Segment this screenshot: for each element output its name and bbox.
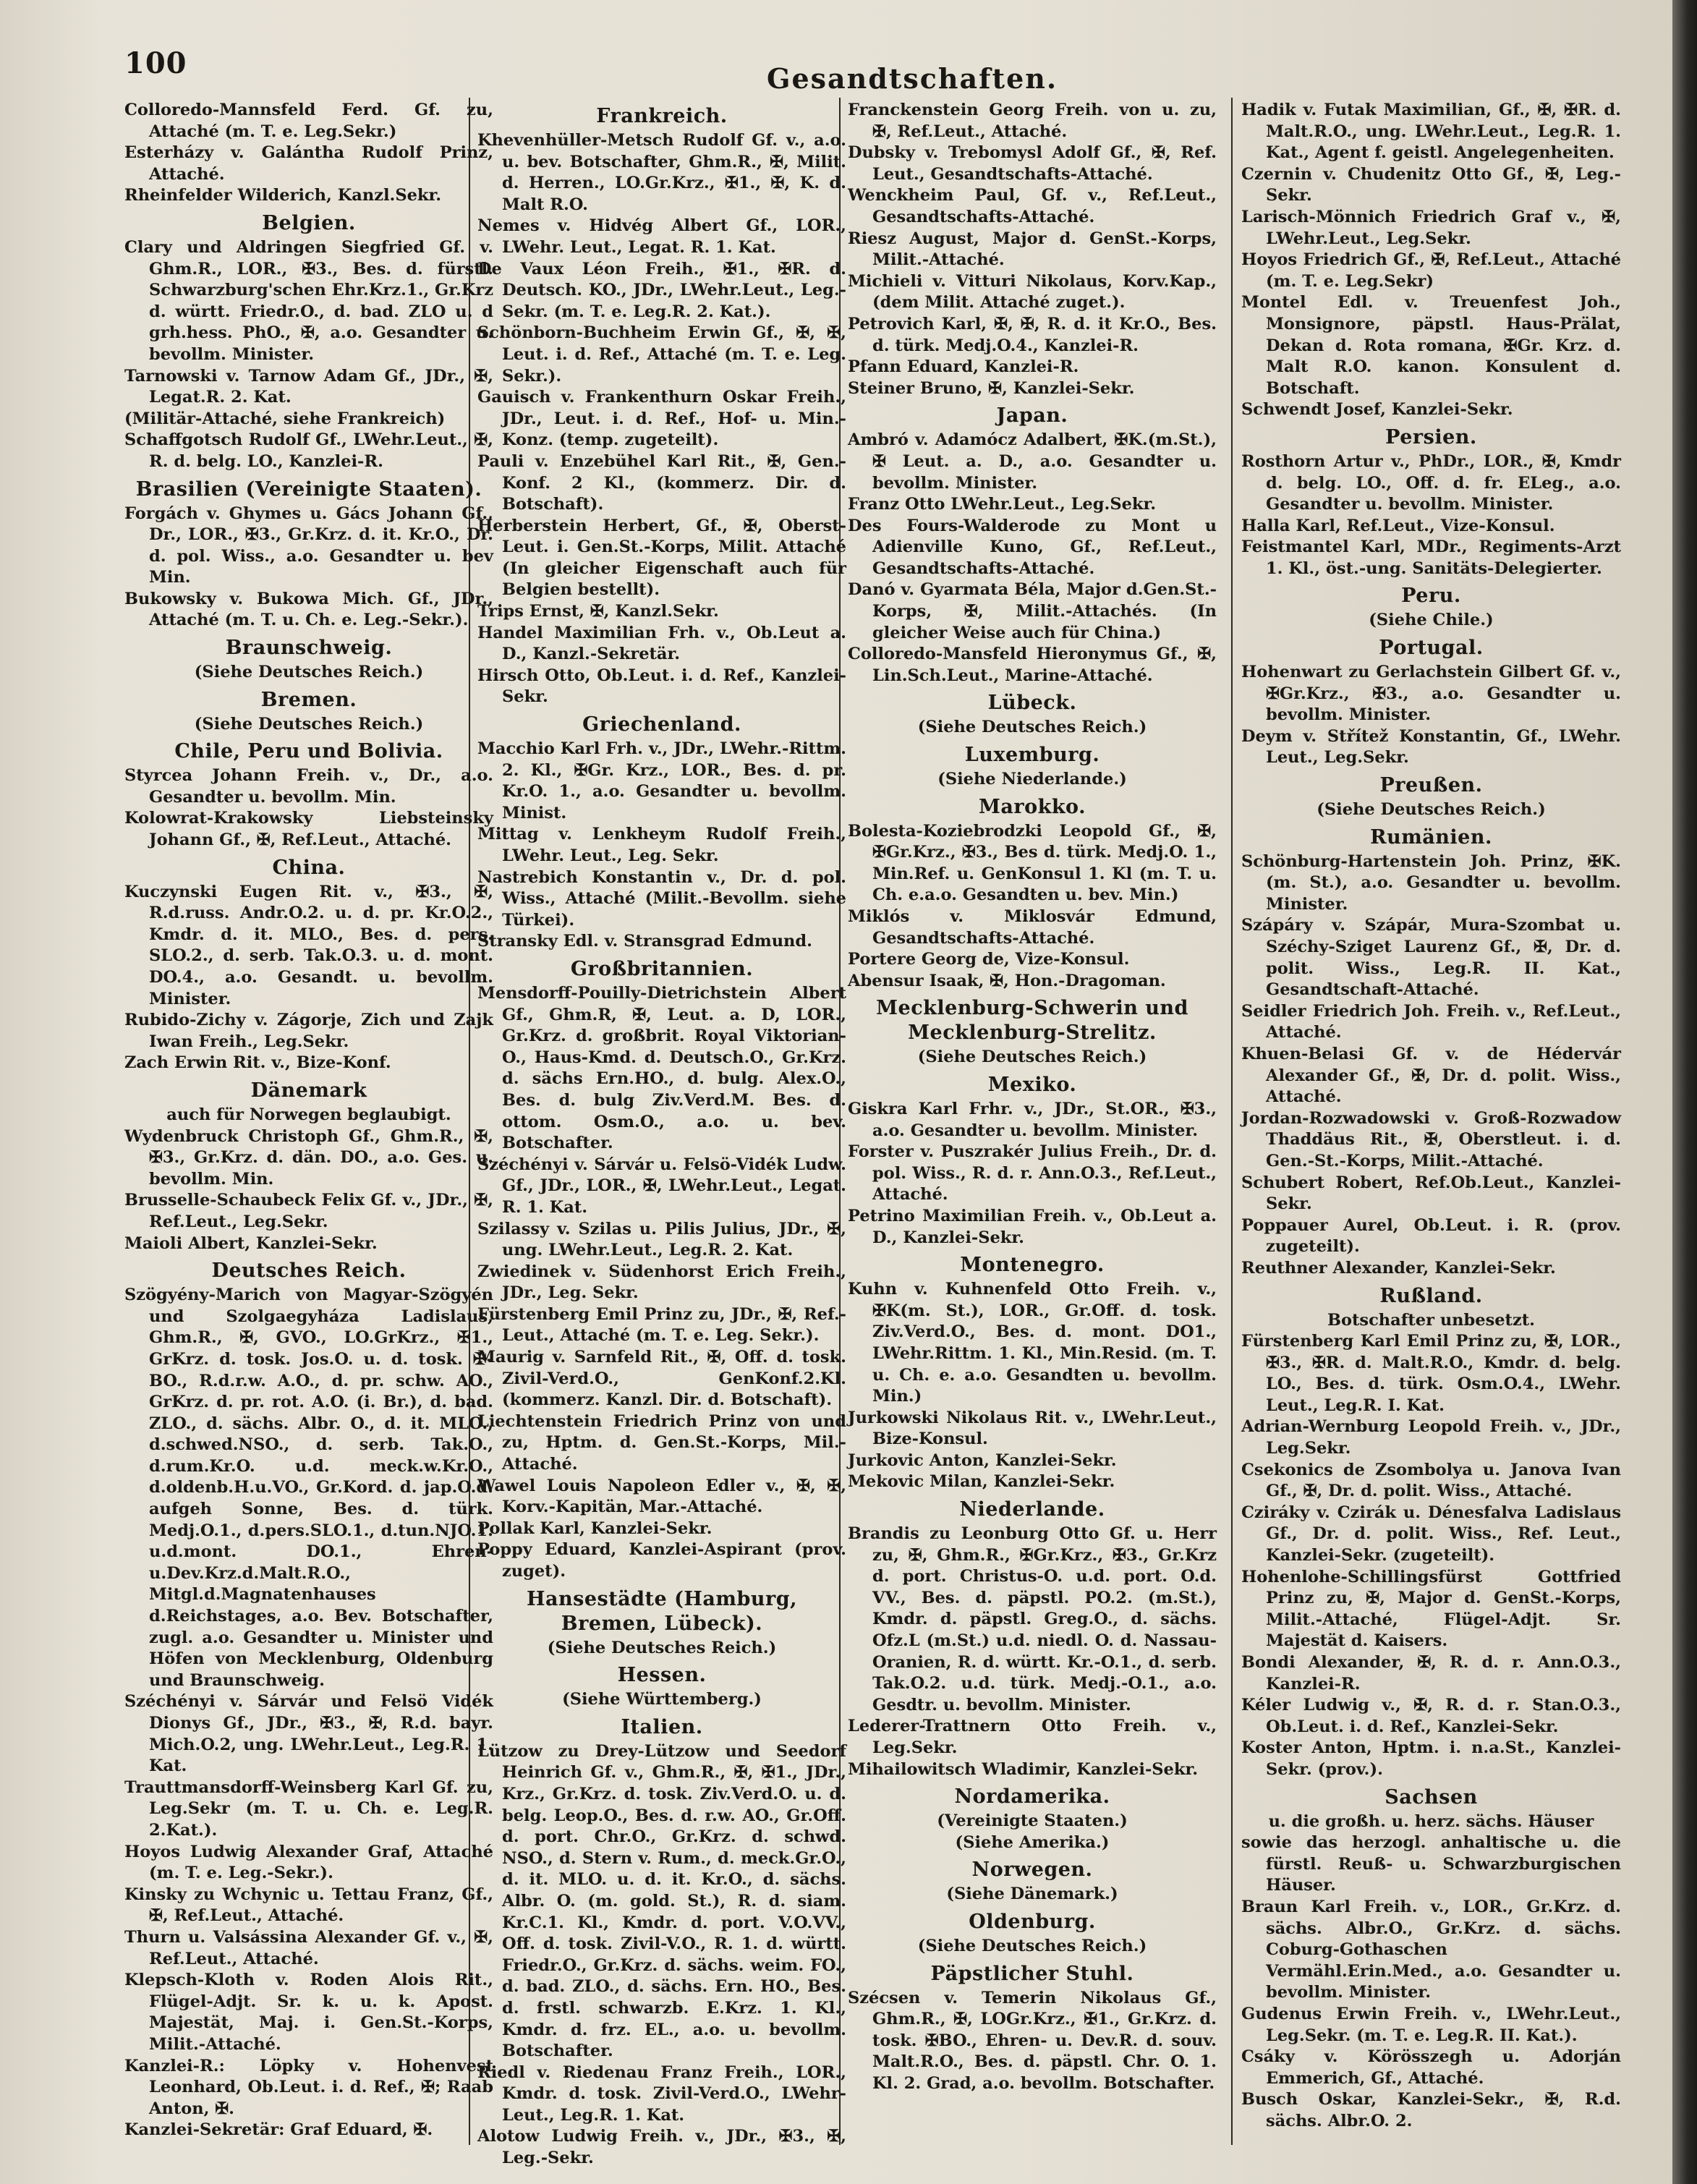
entry: Kéler Ludwig v., ✠, R. d. r. Stan.O.3., Ob.Leut. i. d. Ref., Kanzlei-Sekr. [1241,1696,1621,1736]
entry: Kuczynski Eugen Rit. v., ✠3., ✠, R.d.russ. Andr.O.2. u. d. pr. Kr.O.2., Kmdr. d. it. MLO., Bes. d. pers. SLO.2., d. serb. Tak.O.3. u. d. mont. DO.4., a.o. Gesandt. u. bevollm. Minister. [124,882,493,1008]
entry: Széchényi v. Sárvár und Felsö Vidék Dionys Gf., JDr., ✠3., ✠, R.d. bayr. Mich.O.2, ung. LWehr.Leut., Leg.R. 1. Kat. [124,1692,493,1776]
cross-reference: (Siehe Deutsches Reich.) [1317,800,1546,820]
section [124,856,493,1074]
entry: (Militär-Attaché, siehe Frankreich) [124,409,446,428]
entry: Khuen-Belasi Gf. v. de Hédervár Alexander Gf., ✠, Dr. d. polit. Wiss., Attaché. [1241,1044,1621,1107]
entry: Khevenhüller-Metsch Rudolf Gf. v., a.o. u. bev. Botschafter, Ghm.R., ✠, Milit. d. Herren., LO.Gr.Krz., ✠1., ✠, K. d. Malt R.O. [477,131,846,214]
entry: Braun Karl Freih. v., LOR., Gr.Krz. d. sächs. Albr.O., Gr.Krz. d. sächs. Coburg-Gothaschen Vermähl.Erin.Med., a.o. Gesandter u. bevollm. Minister. [1241,1897,1621,2002]
entry: Ambró v. Adamócz Adalbert, ✠K.(m.St.), ✠ Leut. a. D., a.o. Gesandter u. bevollm. Minister. [848,430,1217,493]
entry: Adrian-Wernburg Leopold Freih. v., JDr., Leg.Sekr. [1241,1417,1621,1458]
entry: Cziráky v. Czirák u. Dénesfalva Ladislaus Gf., Dr. d. polit. Wiss., Ref. Leut., Kanzlei-Sekr. (zugeteilt). [1241,1503,1621,1565]
entry: Zach Erwin Rit. v., Bize-Konf. [124,1053,391,1073]
entry: Hoyos Friedrich Gf., ✠, Ref.Leut., Attaché (m. T. e. Leg.Sekr) [1241,250,1621,291]
section-heading: Portugal. [1379,637,1484,660]
section-heading: Griechenland. [582,713,741,736]
section [848,404,1217,687]
section [124,739,493,851]
entry: Schönburg-Hartenstein Joh. Prinz, ✠K. (m. St.), a.o. Gesandter u. bevollm. Minister. [1241,851,1621,914]
entry: Wawel Louis Napoleon Edler v., ✠, ✠, Korv.-Kapitän, Mar.-Attaché. [477,1476,846,1517]
cross-reference: (Siehe Deutsches Reich.) [917,718,1147,737]
section [848,1962,1217,2095]
entry: Alotow Ludwig Freih. v., JDr., ✠3., ✠, Leg.-Sekr. [477,2127,846,2168]
section-heading: Lübeck. [987,692,1077,715]
section-heading: Rumänien. [1370,825,1492,849]
entry: Maioli Albert, Kanzlei-Sekr. [124,1233,378,1253]
entry: Hohenwart zu Gerlachstein Gilbert Gf. v., ✠Gr.Krz., ✠3., a.o. Gesandter u. bevollm. Minister. [1241,663,1621,725]
entry: Petrino Maximilian Freih. v., Ob.Leut a. D., Kanzlei-Sekr. [848,1206,1217,1247]
section [477,104,846,708]
entry: Pauli v. Enzebühel Karl Rit., ✠, Gen.-Konf. 2 Kl., (kommerz. Dir. d. Botschaft). [477,451,846,514]
section-heading: China. [272,856,346,879]
entry: Kolowrat-Krakowsky Liebsteinsky Johann Gf., ✠, Ref.Leut., Attaché. [124,809,493,850]
entry: Thurn u. Valsássina Alexander Gf. v., ✠, Ref.Leut., Attaché. [124,1927,493,1968]
entry: Széchényi v. Sárvár u. Felsö-Vidék Ludw. Gf., JDr., LOR., ✠, LWehr.Leut., Legat. R. 1. Kat. [477,1155,846,1217]
entry: Gauisch v. Frankenthurn Oskar Freih., JDr., Leut. i. d. Ref., Hof- u. Min.-Konz. (temp. zugeteilt). [477,388,846,450]
entry: Bukowsky v. Bukowa Mich. Gf., JDr., Attaché (m. T. u. Ch. e. Leg.-Sekr.). [124,589,493,630]
section [477,1663,846,1711]
page-number: 100 [124,46,187,80]
cross-reference: Botschafter unbesetzt. [1327,1310,1535,1330]
entry: Forster v. Puszrakér Julius Freih., Dr. d. pol. Wiss., R. d. r. Ann.O.3., Ref.Leut., Attaché. [848,1142,1217,1204]
section [477,1715,846,2170]
section-heading: Deutsches Reich. [211,1259,407,1283]
section-heading: Peru. [1401,585,1461,608]
section-heading: Belgien. [262,211,356,234]
entry: Colloredo-Mannsfeld Ferd. Gf. zu, Attaché (m. T. e. Leg.Sekr.) [124,101,493,141]
section-heading: Persien. [1385,425,1477,449]
entry: Szögyény-Marich von Magyar-Szögyén und Szolgaegyháza Ladislaus, Ghm.R., ✠, GVO., LO.GrKrz., ✠1., GrKrz. d. tosk. Jos.O. u. d. tosk. ✠-BO., R.d.r.w. A.O., d. pr. schw. AO., GrKrz. d. pr. rot. A.O. (i. Br.), d. bad. ZLO., d. sächs. Albr. O., d. it. MLO., d.schwed.NSO., d. serb. Tak.O., d.rum.Kr.O. u.d. meck.w.Kr.O., d.oldenb.H.u.VO., Gr.Kord. d. jap.O.d. aufgeh Sonne, Bes. d. türk. Medj.O.1., d.pers.SLO.1., d.tun.NJO.1. u.d.mont. DO.1., Ehren- u.Dev.Krz.d.Malt.R.O., Mitgl.d.Magnatenhauses d.Reichstages, a.o. Bev. Botschafter, zugl. a.o. Gesandter u. Minister und Höfen von Mecklenburg, Oldenburg und Braunschweig. [124,1286,493,1690]
running-head: Gesandtschaften. [767,62,1058,95]
page-edge-shadow [1672,0,1697,2184]
entry: Szilassy v. Szilas u. Pilis Julius, JDr., ✠, ung. LWehr.Leut., Leg.R. 2. Kat. [477,1219,846,1260]
entry: Nastrebich Konstantin v., Dr. d. pol. Wiss., Attaché (Milit.-Bevollm. siehe Türkei). [477,867,846,930]
section-heading: Oldenburg. [969,1910,1096,1933]
entry: Halla Karl, Ref.Leut., Vize-Konsul. [1241,516,1555,535]
entry: Szápáry v. Szápár, Mura-Szombat u. Széchy-Sziget Laurenz Gf., ✠, Dr. d. polit. Wiss., Leg.R. II. Kat., Gesandtschaft-Attaché. [1241,916,1621,1000]
cross-reference: (Siehe Deutsches Reich.) [917,1936,1147,1955]
section [1241,825,1621,1280]
entry: Giskra Karl Frhr. v., JDr., St.OR., ✠3., a.o. Gesandter u. bevollm. Minister. [848,1099,1217,1140]
entry: Feistmantel Karl, MDr., Regiments-Arzt 1. Kl., öst.-ung. Sanitäts-Delegierter. [1241,537,1621,578]
entry: Petrovich Karl, ✠, ✠, R. d. it Kr.O., Bes. d. türk. Medj.O.4., Kanzlei-R. [848,314,1217,355]
entry: Larisch-Mönnich Friedrich Graf v., ✠, LWehr.Leut., Leg.Sekr. [1241,207,1621,248]
entry: Pfann Eduard, Kanzlei-R. [848,357,1079,377]
column-3 [848,100,1217,2095]
section [124,1126,493,1255]
entry: Mittag v. Lenkheym Rudolf Freih., LWehr. Leut., Leg. Sekr. [477,825,846,865]
section [1241,584,1621,632]
entry: Schwendt Josef, Kanzlei-Sekr. [1241,400,1513,420]
entry: Danó v. Gyarmata Béla, Major d.Gen.St.-Korps, ✠, Milit.-Attachés. (In gleicher Weise auch für China.) [848,580,1217,642]
cross-reference: u. die großh. u. herz. sächs. Häuser [1268,1811,1594,1831]
cross-reference: (Siehe Amerika.) [955,1832,1110,1852]
section-heading: Sachsen [1385,1785,1478,1809]
entry: Schaffgotsch Rudolf Gf., LWehr.Leut., ✠, R. d. belg. LO., Kanzlei-R. [124,430,493,471]
section-heading: Großbritannien. [570,957,754,980]
entry: Portere Georg de, Vize-Konsul. [848,950,1130,969]
section-heading: Mexiko. [987,1073,1077,1096]
section [848,1253,1217,1493]
entry: Wydenbruck Christoph Gf., Ghm.R., ✠, ✠3., Gr.Krz. d. dän. DO., a.o. Ges. u. bevollm. Min. [124,1126,493,1189]
section [848,1858,1217,1905]
cross-reference: (Siehe Deutsches Reich.) [917,1048,1147,1067]
section [477,1587,846,1660]
entry: Forgách v. Ghymes u. Gács Johann Gf., Dr., LOR., ✠3., Gr.Krz. d. it. Kr.O., Dr. d. pol. Wiss., a.o. Gesandter u. bev Min. [124,503,493,587]
section [477,713,846,953]
section-heading: Japan. [996,404,1068,428]
entry: Mekovic Milan, Kanzlei-Sekr. [848,1472,1115,1492]
section-heading: Italien. [621,1715,703,1738]
entry: Kanzlei-R.: Löpky v. Hohenvest Leonhard, Ob.Leut. i. d. Ref., ✠; Raab Anton, ✠. [124,2056,493,2118]
column-rule [1231,98,1233,2145]
entry: Czernin v. Chudenitz Otto Gf., ✠, Leg.-Sekr. [1241,164,1621,205]
entry: Fürstenberg Karl Emil Prinz zu, ✠, LOR., ✠3., ✠R. d. Malt.R.O., Kmdr. d. belg. LO., Bes. d. türk. Osm.O.4., LWehr. Leut., Leg.R. I. Kat. [1241,1332,1621,1415]
entry: Jurkovic Anton, Kanzlei-Sekr. [848,1450,1117,1470]
entry: Kanzlei-Sekretär: Graf Eduard, ✠. [124,2120,433,2140]
column-4 [1241,100,1621,2132]
entry: Hirsch Otto, Ob.Leut. i. d. Ref., Kanzlei-Sekr. [477,666,846,707]
entry: Lederer-Trattnern Otto Freih. v., Leg.Sekr. [848,1717,1217,1757]
entry: Clary und Aldringen Siegfried Gf. v. Ghm.R., LOR., ✠3., Bes. d. fürstl. Schwarzburg'schen Ehr.Krz.1., Gr.Krz d. württ. Friedr.O., d. bad. ZLO u. d grh.hess. PhO., ✠, a.o. Gesandter u. bevollm. Minister. [124,237,494,364]
section [124,636,493,684]
section-heading: Bremen. [260,688,357,711]
entry: Schubert Robert, Ref.Ob.Leut., Kanzlei-Sekr. [1241,1173,1621,1214]
entry: Franz Otto LWehr.Leut., Leg.Sekr. [848,495,1157,514]
section-heading: Braunschweig. [225,637,393,660]
entry: Wenckheim Paul, Gf. v., Ref.Leut., Gesandtschafts-Attaché. [848,186,1217,226]
section-heading: Norwegen. [971,1858,1093,1882]
section [848,795,1217,993]
section [1241,1832,1621,2132]
section [848,691,1217,739]
entry: Kuhn v. Kuhnenfeld Otto Freih. v., ✠K(m. St.), LOR., Gr.Off. d. tosk. Ziv.Verd.O., Bes. d. mont. DO1., LWehr.Rittm. 1. Kl., Min.Resid. (m. T. u. Ch. e. a.o. Gesandten u. bevollm. Min.) [848,1280,1217,1406]
section [848,1073,1217,1249]
section [477,957,846,1583]
entry: Bondi Alexander, ✠, R. d. r. Ann.O.3., Kanzlei-R. [1241,1653,1621,1694]
section-heading: Chile, Peru und Bolivia. [174,740,443,763]
entry: Michieli v. Vitturi Nikolaus, Korv.Kap., (dem Milit. Attaché zuget.). [848,271,1217,313]
section-heading: Hansestädte (Hamburg, Bremen, Lübeck). [527,1587,797,1635]
entry: Steiner Bruno, ✠, Kanzlei-Sekr. [848,378,1135,398]
section-heading: Preußen. [1379,774,1483,797]
entry: Deym v. Střítež Konstantin, Gf., LWehr. Leut., Leg.Sekr. [1241,726,1621,768]
entry: Klepsch-Kloth v. Roden Alois Rit., Flügel-Adjt. Sr. k. u. k. Apost. Majestät, Maj. i. Gen.St.-Korps, Milit.-Attaché. [124,1971,493,2054]
entry: Dubsky v. Trebomysl Adolf Gf., ✠, Ref. Leut., Gesandtschafts-Attaché. [848,143,1217,184]
entry: Hoyos Ludwig Alexander Graf, Attaché (m. T. e. Leg.-Sekr.). [124,1842,493,1883]
cross-reference: (Siehe Dänemark.) [946,1885,1118,1904]
section [124,688,493,736]
entry: Abensur Isaak, ✠, Hon.-Dragoman. [848,971,1166,990]
entry: Esterházy v. Galántha Rudolf Prinz, Attaché. [124,143,493,184]
section [848,1910,1217,1958]
section-heading: Mecklenburg-Schwerin und Mecklenburg-Strelitz. [876,997,1188,1045]
entry: Riesz August, Major d. GenSt.-Korps, Milit.-Attaché. [848,229,1217,270]
cross-reference: (Siehe Deutsches Reich.) [194,663,424,682]
cross-reference: (Vereinigte Staaten.) [937,1811,1128,1831]
entry: Fürstenberg Emil Prinz zu, JDr., ✠, Ref.-Leut., Attaché (m. T. e. Leg. Sekr.). [477,1304,846,1346]
entry: Macchio Karl Frh. v., JDr., LWehr.-Rittm. 2. Kl., ✠Gr. Krz., LOR., Bes. d. pr. Kr.O. 1., a.o. Gesandter u. bevollm. Minist. [477,739,846,823]
cross-reference: (Siehe Deutsches Reich.) [194,714,424,734]
entry: Busch Oskar, Kanzlei-Sekr., ✠, R.d. sächs. Albr.O. 2. [1241,2090,1621,2130]
entry: Rheinfelder Wilderich, Kanzl.Sekr. [124,186,442,205]
entry: Reuthner Alexander, Kanzlei-Sekr. [1241,1258,1556,1278]
section [1241,1785,1621,1833]
entry: Bolesta-Koziebrodzki Leopold Gf., ✠, ✠Gr.Krz., ✠3., Bes d. türk. Medj.O. 1., Min.Ref. u. GenKonsul 1. Kl (m. T. u. Ch. e.a.o. Gesandten u. bev. Min.) [848,821,1217,905]
entry: Herberstein Herbert, Gf., ✠, Oberst-Leut. i. Gen.St.-Korps, Milit. Attaché (In gleicher Eigenschaft auch für Belgien bestellt). [477,516,846,600]
section [1241,773,1621,821]
entry: Hohenlohe-Schillingsfürst Gottfried Prinz zu, ✠, Major d. GenSt.-Korps, Milit.-Attaché, Flügel-Adjt. Sr. Majestät d. Kaisers. [1241,1567,1621,1651]
entry: Pollak Karl, Kanzlei-Sekr. [477,1518,713,1538]
entry: Lützow zu Drey-Lützow und Seedorf Heinrich Gf. v., Ghm.R., ✠, ✠1., JDr., Krz., Gr.Krz. d. tosk. Ziv.Verd.O. u. d. belg. Leop.O., Bes. d. r.w. AO., Gr.Off. d. port. Chr.O., Gr.Krz. d. schwd. NSO., d. Stern v. Rum., d. meck.Gr.O., d. it. MLO. u. d. it. Kr.O., d. sächs. Albr. O. (m. gold. St.), R. d. siam. Kr.C.1. Kl., Kmdr. d. port. V.O.VV., Off. d. tosk. Zivil-V.O., R. 1. d. württ. Friedr.O., Gr.Krz. d. sächs. weim. FO., d. bad. ZLO., d. sächs. Ern. HO., Bes. d. frstl. schwarzb. E.Krz. 1. Kl., Kmdr. d. frz. EL., a.o. u. bevollm. Botschafter. [477,1741,846,2061]
section [124,1079,493,1126]
entry: Colloredo-Mansfeld Hieronymus Gf., ✠, Lin.Sch.Leut., Marine-Attaché. [848,645,1217,685]
entry: Kinsky zu Wchynic u. Tettau Franz, Gf., ✠, Ref.Leut., Attaché. [124,1885,493,1926]
entry: Trips Ernst, ✠, Kanzl.Sekr. [477,602,719,621]
entry: Trauttmansdorff-Weinsberg Karl Gf. zu, Leg.Sekr (m. T. u. Ch. e. Leg.R. 2.Kat.). [124,1777,493,1840]
entry: Seidler Friedrich Joh. Freih. v., Ref.Leut., Attaché. [1241,1001,1621,1042]
entry: Stransky Edl. v. Stransgrad Edmund. [477,932,812,951]
entry: Gudenus Erwin Freih. v., LWehr.Leut., Leg.Sekr. (m. T. e. Leg.R. II. Kat.). [1241,2004,1621,2045]
section [124,211,493,473]
section [1241,425,1621,580]
section-heading: Luxemburg. [964,744,1100,767]
entry: Maurig v. Sarnfeld Rit., ✠, Off. d. tosk. Zivil-Verd.O., GenKonf.2.Kl. (kommerz. Kanzl. Dir. d. Botschaft). [477,1348,846,1410]
entry: Rubido-Zichy v. Zágorje, Zich und Zajk Iwan Freih., Leg.Sekr. [124,1011,493,1051]
entry: Nemes v. Hidvég Albert Gf., LOR., LWehr. Leut., Legat. R. 1. Kat. [477,216,846,257]
entry: Montel Edl. v. Treuenfest Joh., Monsignore, päpstl. Haus-Prälat, Dekan d. Rota romana, ✠Gr. Krz. d. Malt R.O. kanon. Konsulent d. Botschaft. [1241,293,1621,398]
entry: Franckenstein Georg Freih. von u. zu, ✠, Ref.Leut., Attaché. [848,101,1217,141]
entry: Koster Anton, Hptm. i. n.a.St., Kanzlei-Sekr. (prov.). [1241,1738,1621,1779]
section [848,1497,1217,1780]
entry: Poppy Eduard, Kanzlei-Aspirant (prov. zuget). [477,1540,846,1581]
section-heading: Dänemark [250,1079,367,1102]
entry: Brusselle-Schaubeck Felix Gf. v., JDr., ✠, Ref.Leut., Leg.Sekr. [124,1191,493,1231]
entry: Handel Maximilian Frh. v., Ob.Leut a. D., Kanzl.-Sekretär. [477,623,846,664]
section-heading: Brasilien (Vereinigte Staaten). [135,477,482,501]
section-heading: Niederlande. [959,1498,1105,1521]
column-2 [477,100,846,2170]
section [1241,1331,1621,1780]
entry: Csekonics de Zsombolya u. Janova Ivan Gf., ✠, Dr. d. polit. Wiss., Attaché. [1241,1460,1621,1501]
entry: Schönborn-Buchheim Erwin Gf., ✠, ✠, Leut. i. d. Ref., Attaché (m. T. e. Leg. Sekr.). [477,323,846,386]
section-heading: Frankreich. [596,105,728,127]
section-heading: Marokko. [979,795,1086,818]
section-heading: Päpstlicher Stuhl. [930,1962,1134,1985]
section [1241,636,1621,769]
cross-reference: auch für Norwegen beglaubigt. [166,1105,451,1124]
entry: Poppauer Aurel, Ob.Leut. i. R. (prov. zugeteilt). [1241,1215,1621,1257]
entry: De Vaux Léon Freih., ✠1., ✠R. d. Deutsch. KO., JDr., LWehr.Leut., Leg.-Sekr. (m. T. e. Leg.R. 2. Kat.). [477,259,846,321]
section-heading: Montenegro. [960,1254,1105,1277]
entry: Liechtenstein Friedrich Prinz von und zu, Hptm. d. Gen.St.-Korps, Mil.-Attaché. [477,1411,846,1474]
entry: Rosthorn Artur v., PhDr., LOR., ✠, Kmdr d. belg. LO., Off. d. fr. ELeg., a.o. Gesandter u. bevollm. Minister. [1241,451,1621,514]
section [1241,1284,1621,1332]
entry: Jordan-Rozwadowski v. Groß-Rozwadow Thaddäus Rit., ✠, Oberstleut. i. d. Gen.-St.-Korps, Milit.-Attaché. [1241,1108,1621,1170]
cross-reference: (Siehe Niederlande.) [937,770,1127,789]
section [848,100,1217,399]
entry: Jurkowski Nikolaus Rit. v., LWehr.Leut., Bize-Konsul. [848,1408,1217,1449]
cross-reference: (Siehe Deutsches Reich.) [547,1638,777,1657]
entry: Hadik v. Futak Maximilian, Gf., ✠, ✠R. d. Malt.R.O., ung. LWehr.Leut., Leg.R. 1. Kat., Agent f. geistl. Angelegenheiten. [1241,101,1621,163]
cross-reference: (Siehe Chile.) [1369,611,1494,630]
column-1 [124,100,493,2141]
section-heading: Rußland. [1379,1284,1483,1307]
section [124,1259,493,2141]
cross-reference: (Siehe Württemberg.) [562,1690,762,1709]
section-heading: Hessen. [617,1664,707,1687]
section [848,743,1217,791]
section [124,100,493,207]
section-heading: Nordamerika. [954,1785,1110,1809]
section [124,477,493,632]
entry: Mihailowitsch Wladimir, Kanzlei-Sekr. [848,1759,1199,1779]
section [848,996,1217,1068]
entry: Des Fours-Walderode zu Mont u Adienville Kuno, Gf., Ref.Leut., Gesandtschafts-Attaché. [848,516,1217,578]
entry: Riedl v. Riedenau Franz Freih., LOR., Kmdr. d. tosk. Zivil-Verd.O., LWehr-Leut., Leg.R. 1. Kat. [477,2062,846,2125]
entry: sowie das herzogl. anhaltische u. die fürstl. Reuß- u. Schwarzburgischen Häuser. [1241,1833,1621,1895]
entry: Csáky v. Körösszegh u. Adorján Emmerich, Gf., Attaché. [1241,2047,1621,2088]
entry: Zwiedinek v. Südenhorst Erich Freih., JDr., Leg. Sekr. [477,1262,846,1303]
section [848,1785,1217,1853]
entry: Szécsen v. Temerin Nikolaus Gf., Ghm.R., ✠, LOGr.Krz., ✠1., Gr.Krz. d. tosk. ✠BO., Ehren- u. Dev.R. d. souv. Malt.R.O., Bes. d. päpstl. Chr. O. 1. Kl. 2. Grad, a.o. bevollm. Botschafter. [848,1988,1217,2093]
entry: Miklós v. Miklosvár Edmund, Gesandtschafts-Attaché. [848,907,1217,948]
entry: Styrcea Johann Freih. v., Dr., a.o. Gesandter u. bevollm. Min. [124,766,493,807]
section [1241,100,1621,421]
entry: Tarnowski v. Tarnow Adam Gf., JDr., ✠, Legat.R. 2. Kat. [124,366,493,407]
entry: Mensdorff-Pouilly-Dietrichstein Albert Gf., Ghm.R, ✠, Leut. a. D, LOR., Gr.Krz. d. großbrit. Royal Viktorian-O., Haus-Kmd. d. Deutsch.O., Gr.Krz. d. sächs Ern.HO., d. bulg. Alex.O., Bes. d. bulg Ziv.Verd.M. Bes. d. ottom. Osm.O., a.o. u. bev. Botschafter. [477,983,846,1153]
entry: Brandis zu Leonburg Otto Gf. u. Herr zu, ✠, Ghm.R., ✠Gr.Krz., ✠3., Gr.Krz d. port. Christus-O. u.d. port. O.d. VV., Bes. d. päpstl. PO.2. (m.St.), Kmdr. d. päpstl. Greg.O., d. sächs. Ofz.L (m.St.) u.d. niedl. O. d. Nassau-Oranien, R. d. württ. Kr.-O.1., d. serb. Tak.O.2. u.d. türk. Medj.-O.1., a.o. Gesdtr. u. bevollm. Minister. [848,1524,1217,1715]
